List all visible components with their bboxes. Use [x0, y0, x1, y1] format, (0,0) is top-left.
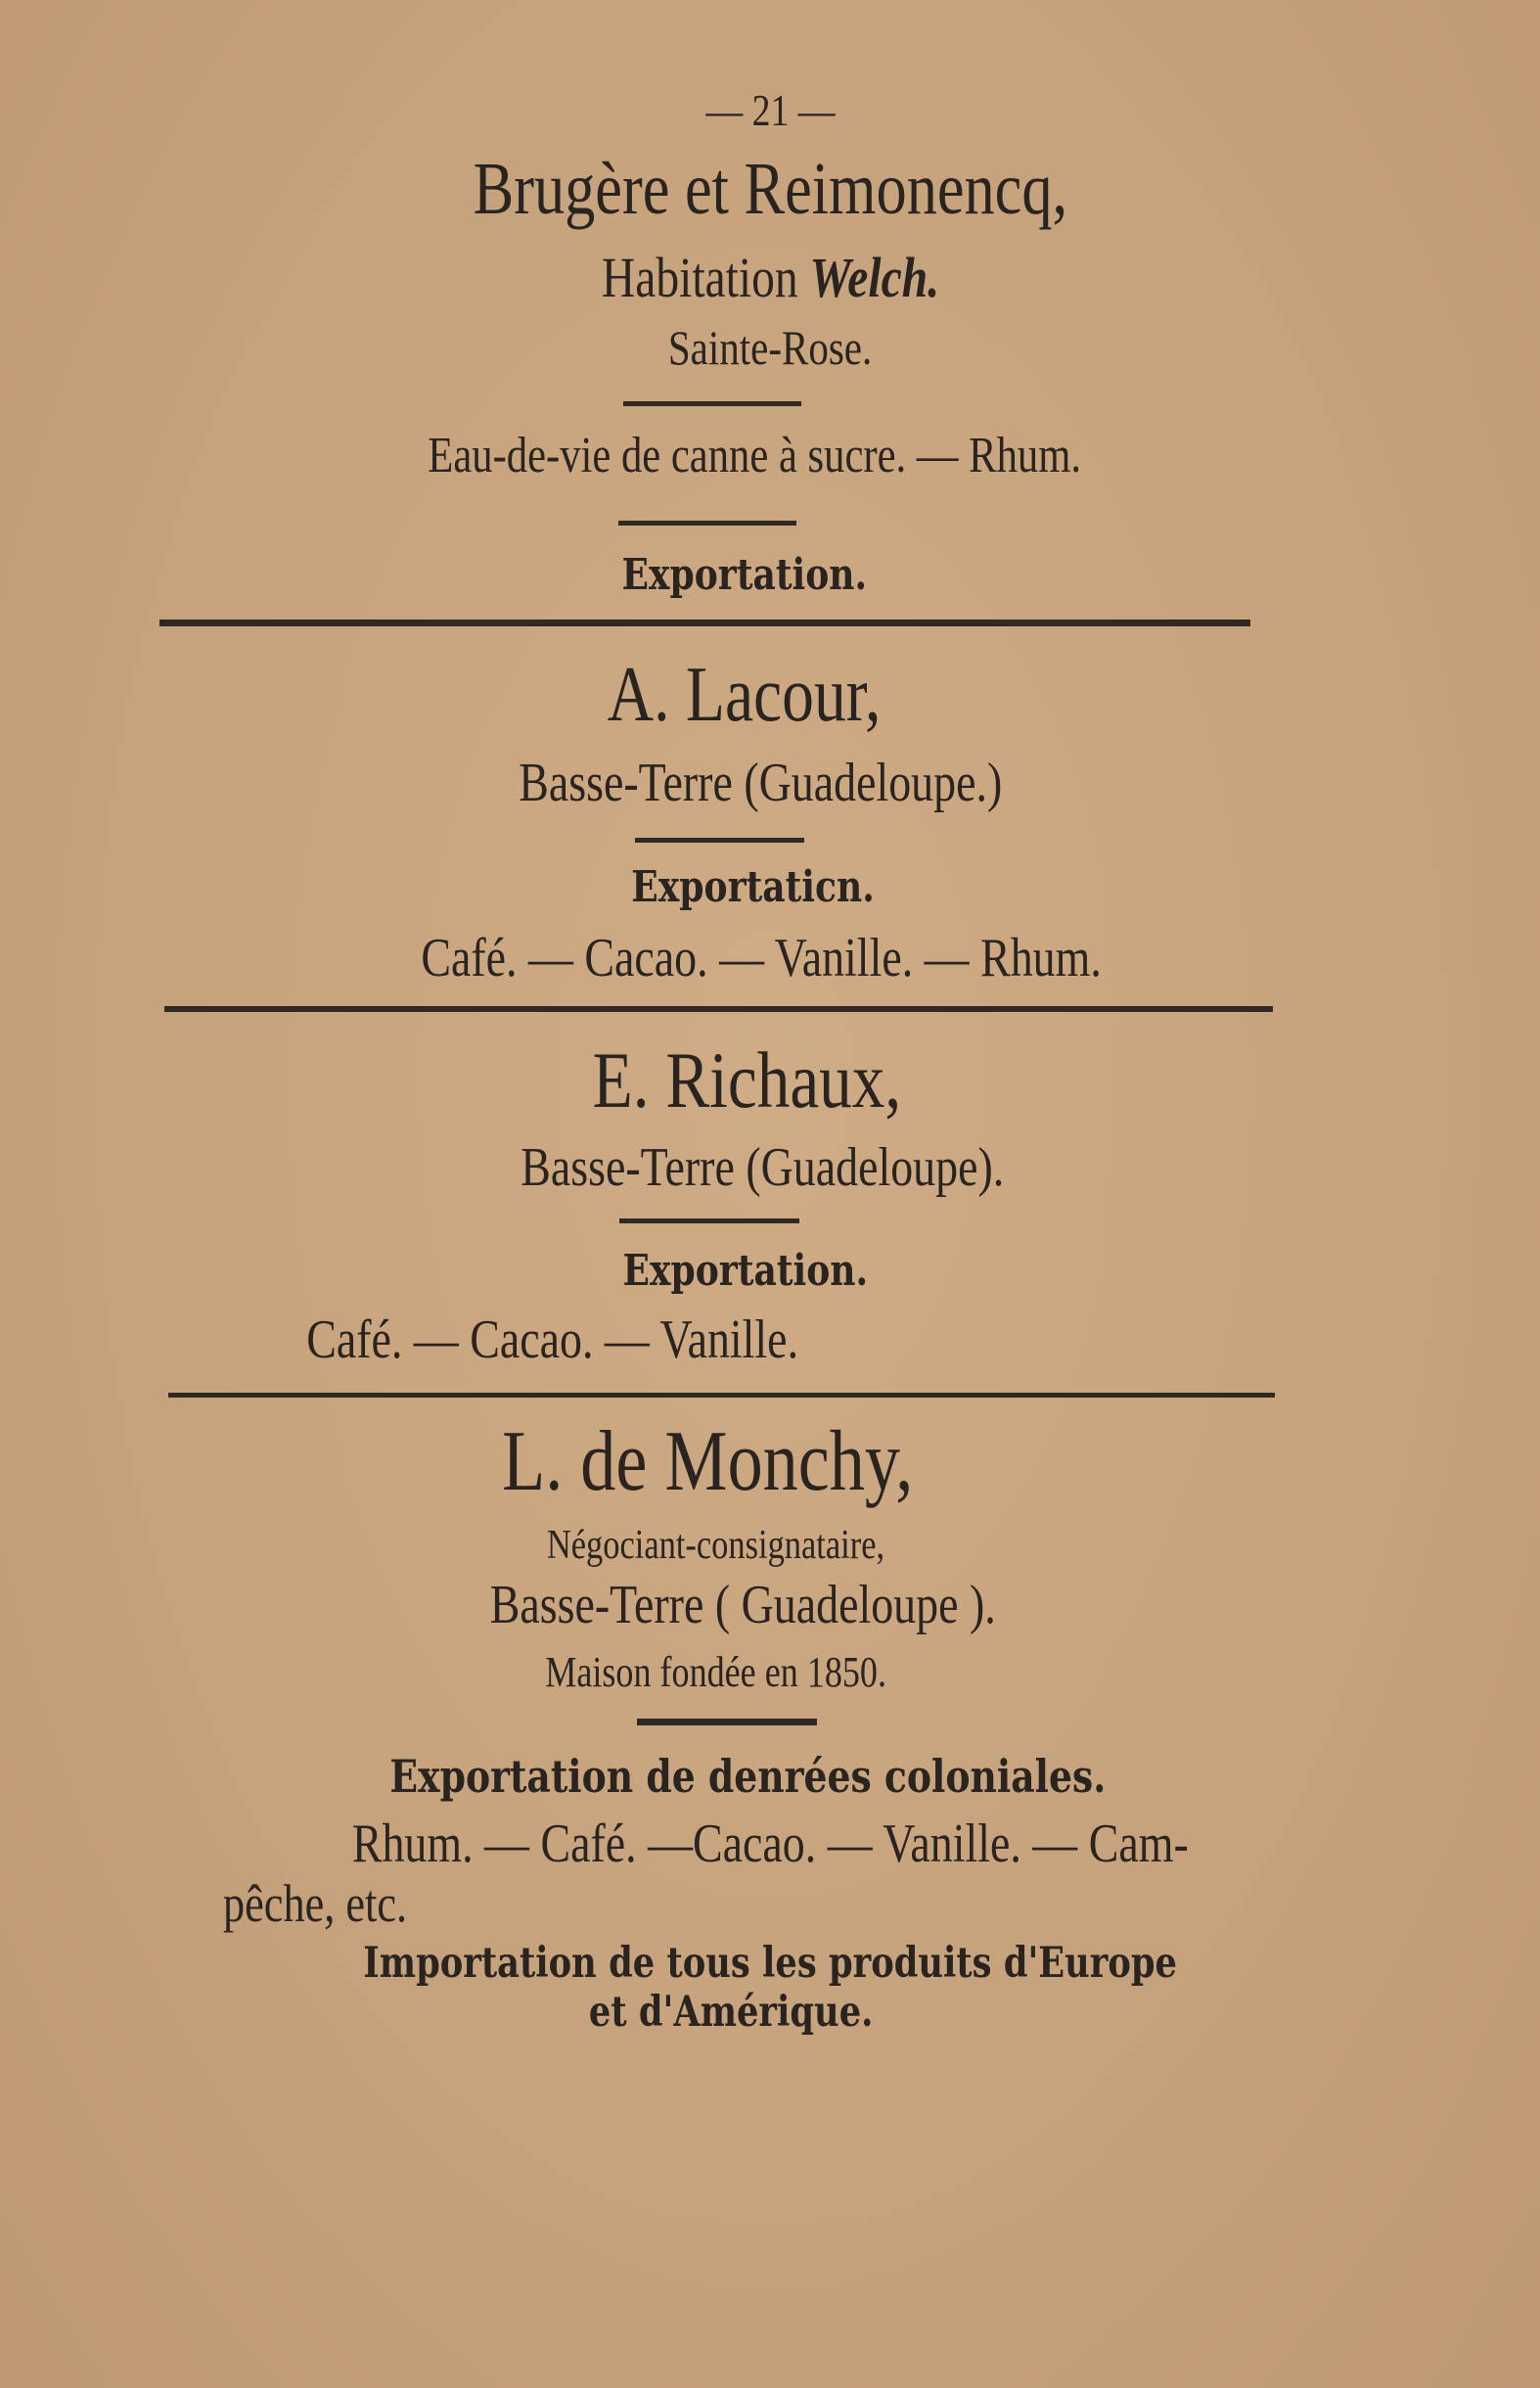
section-divider [164, 1006, 1273, 1012]
short-rule [623, 401, 801, 406]
entry-1-activity: Exportation. [621, 550, 868, 600]
short-rule [637, 1719, 817, 1725]
entry-1-location: Sainte-Rose. [667, 320, 873, 375]
entry-4-activity: Exportation de denrées coloniales. [388, 1750, 1107, 1803]
entry-4-products-line-1: Rhum. — Café. —Cacao. — Vanille. — Cam- [351, 1814, 1189, 1874]
entry-1-name: Brugère et Reimonencq, [473, 148, 1067, 230]
entry-4-import-line-1: Importation de tous les produits d'Europe [363, 1939, 1177, 1988]
entry-2-location: Basse-Terre (Guadeloupe.) [518, 753, 1003, 813]
page-number: — 21 — [704, 85, 836, 135]
entry-2-name: A. Lacour, [608, 652, 882, 738]
entry-2-products: Café. — Cacao. — Vanille. — Rhum. [421, 928, 1102, 988]
entry-3-products: Café. — Cacao. — Vanille. [306, 1309, 799, 1370]
short-rule [619, 1218, 799, 1223]
entry-1-habitation-name: Welch. [809, 246, 939, 309]
entry-1-habitation-label: Habitation [601, 246, 798, 309]
entry-3-location: Basse-Terre (Guadeloupe). [520, 1137, 1005, 1198]
entry-3-activity: Exportation. [622, 1246, 869, 1296]
section-divider [159, 620, 1250, 626]
entry-4-founded: Maison fondée en 1850. [545, 1648, 887, 1696]
entry-2-activity: Exportaticn. [631, 862, 876, 912]
entry-1-products: Eau-de-vie de canne à sucre. — Rhum. [428, 428, 1081, 483]
entry-4-name: L. de Monchy, [501, 1414, 914, 1509]
entry-4-products-line-2: pêche, etc. [223, 1874, 408, 1933]
entry-4-location: Basse-Terre ( Guadeloupe ). [489, 1575, 996, 1635]
short-rule [618, 521, 796, 526]
short-rule [635, 838, 804, 843]
entry-4-import-line-2: et d'Amérique. [588, 1988, 874, 2037]
entry-1-habitation [0, 246, 1540, 309]
entry-4-profession: Négociant-consignataire, [546, 1523, 884, 1568]
entry-3-name: E. Richaux, [592, 1035, 901, 1125]
section-divider [168, 1393, 1275, 1398]
